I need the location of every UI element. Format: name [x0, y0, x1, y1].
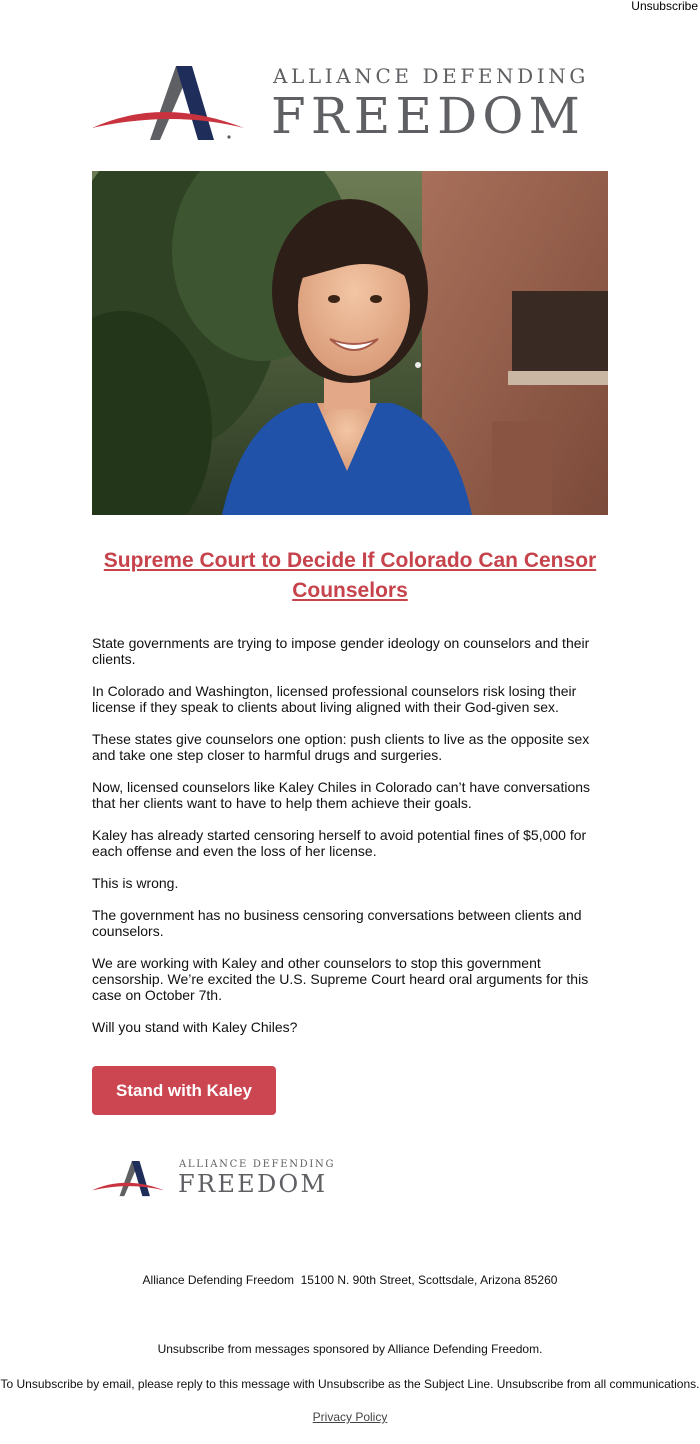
adf-logo-footer [92, 1158, 344, 1200]
paragraph: State governments are trying to impose gender ideology on counselors and their clients. [92, 635, 590, 667]
paragraph: We are working with Kaley and other counselors to stop this government censorship. We’re excited the U.S. Supreme Court heard oral arguments for this case on October 7th. [92, 955, 589, 1003]
footer-unsubscribe-email-note: To Unsubscribe by email, please reply to this message with Unsubscribe as the Subject Line. Unsubscribe from all communications. [0, 1377, 700, 1391]
adf-logo-mark-icon [92, 1160, 168, 1198]
adf-logo-mark-icon [92, 66, 252, 142]
paragraph: Kaley has already started censoring herself to avoid potential fines of $5,000 for each offense and even the loss of her license. [92, 827, 587, 859]
paragraph: In Colorado and Washington, licensed professional counselors risk losing their license if they speak to clients about living aligned with their God-given sex. [92, 683, 577, 715]
paragraph: The government has no business censoring conversations between clients and counselors. [92, 907, 582, 939]
article-body [92, 635, 608, 1051]
top-unsubscribe-link[interactable]: Unsubscribe [631, 0, 698, 13]
footer-unsubscribe-sponsored-link[interactable]: Unsubscribe from messages sponsored by Alliance Defending Freedom. [157, 1342, 543, 1356]
article-headline-link[interactable]: Supreme Court to Decide If Colorado Can Censor Counselors [103, 549, 597, 602]
logo-text-line2: FREEDOM [178, 1170, 328, 1198]
paragraph: These states give counselors one option: push clients to live as the opposite sex and take one step closer to harmful drugs and surgeries. [92, 731, 590, 763]
hero-photo-illustration [92, 171, 608, 515]
logo-text-line2: FREEDOM [271, 87, 586, 145]
adf-logo-header [92, 64, 608, 144]
logo-text-line1: ALLIANCE DEFENDING [273, 64, 589, 88]
paragraph: This is wrong. [92, 875, 179, 891]
hero-photo [92, 171, 608, 515]
paragraph: Now, licensed counselors like Kaley Chiles in Colorado can’t have conversations that her clients want to have to help them achieve their goals. [92, 779, 591, 811]
stand-with-kaley-button[interactable]: Stand with Kaley [92, 1066, 276, 1115]
paragraph: Will you stand with Kaley Chiles? [92, 1019, 298, 1035]
footer-address: Alliance Defending Freedom 15100 N. 90th Street, Scottsdale, Arizona 85260 [142, 1273, 558, 1287]
logo-text-line1: ALLIANCE DEFENDING [179, 1159, 336, 1170]
privacy-policy-link[interactable]: Privacy Policy [312, 1410, 388, 1424]
